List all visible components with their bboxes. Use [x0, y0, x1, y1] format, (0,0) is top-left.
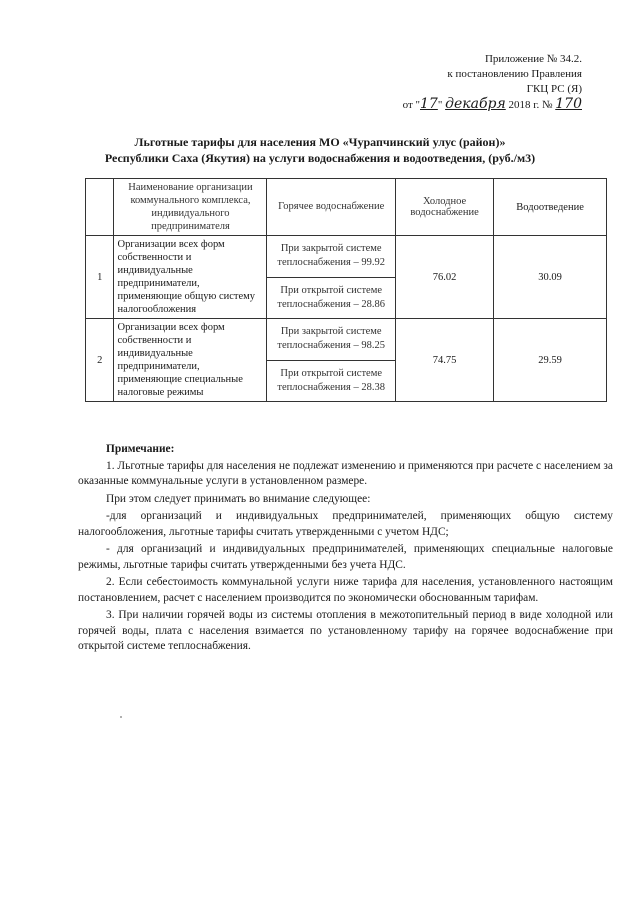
title-line-1: Льготные тарифы для населения МО «Чурапчинский улус (район)» — [134, 135, 506, 149]
drainage-tariff: 29.59 — [494, 319, 607, 402]
handwritten-number: 170 — [555, 96, 582, 112]
document-title — [60, 134, 580, 166]
row-number: 2 — [86, 319, 114, 402]
note-paragraph-6: 3. При наличии горячей воды из системы отопления в межотопительный период в виде холодной или горячей воды, плата с населения взимается по установленному тарифу на горячее водоснабжение при открытой системе теплоснабжения. — [78, 609, 613, 652]
hot-water-open-system: При открытой системе теплоснабжения – 28.86 — [267, 277, 395, 319]
note-paragraph-1: 1. Льготные тарифы для населения не подлежат изменению и применяются при расчете с населением за оказанные коммунальные услуги в установленном размере. — [78, 459, 613, 487]
date-quote: " — [437, 99, 443, 111]
row-organization: Организации всех форм собственности и индивидуальные предприниматели, применяющие общую систему налогообложения — [114, 236, 267, 319]
table-row — [86, 236, 607, 278]
note-paragraph-5: 2. Если себестоимость коммунальной услуги ниже тарифа для населения, установленного настоящим постановлением, расчет с населением производится по экономически обоснованным тарифам. — [78, 576, 613, 604]
row-number: 1 — [86, 236, 114, 319]
cold-water-tariff: 74.75 — [395, 319, 493, 402]
cold-water-tariff: 76.02 — [395, 236, 493, 319]
hot-water-closed-system: При закрытой системе теплоснабжения – 99.92 — [267, 236, 395, 278]
note-paragraph-3: -для организаций и индивидуальных предпринимателей, применяющих общую систему налогообложения, льготные тарифы считать утвержденными с учетом НДС; — [78, 510, 613, 538]
tariff-table — [85, 178, 607, 402]
date-year: 2018 г. № — [508, 99, 553, 111]
scan-speck — [120, 716, 122, 718]
row-organization: Организации всех форм собственности и индивидуальные предприниматели, применяющие специальные налоговые режимы — [114, 319, 267, 402]
title-line-2: Республики Саха (Якутия) на услуги водоснабжения и водоотведения, (руб./м3) — [104, 151, 536, 165]
table-header-row — [86, 179, 607, 236]
hot-water-open-system: При открытой системе теплоснабжения – 28.38 — [267, 360, 395, 402]
table-row — [86, 319, 607, 361]
appendix-line-1: Приложение № 34.2. — [484, 53, 582, 65]
drainage-tariff: 30.09 — [494, 236, 607, 319]
note-paragraph-4: - для организаций и индивидуальных предпринимателей, применяющих специальные налоговые режимы, льготные тарифы считать утвержденными без учета НДС. — [78, 543, 613, 571]
header-drainage: Водоотведение — [494, 179, 607, 236]
hot-water-closed-system: При закрытой системе теплоснабжения – 98.25 — [267, 319, 395, 361]
appendix-line-2: к постановлению Правления — [447, 68, 582, 80]
notes-heading: Примечание: — [106, 443, 175, 455]
appendix-block — [362, 52, 582, 113]
notes-section — [78, 442, 613, 657]
appendix-line-3: ГКЦ РС (Я) — [526, 83, 582, 95]
header-hot-water: Горячее водоснабжение — [267, 179, 395, 236]
date-prefix: от " — [402, 99, 420, 111]
header-cold-water: Холодное водоснабжение — [395, 179, 493, 236]
note-paragraph-2: При этом следует принимать во внимание следующее: — [106, 492, 371, 505]
header-organization: Наименование организации коммунального комплекса, индивидуального предпринимателя — [114, 179, 267, 236]
handwritten-day: 17 — [420, 96, 438, 112]
header-number — [86, 179, 114, 236]
handwritten-month: декабря — [445, 96, 506, 112]
appendix-date-line — [362, 97, 582, 113]
